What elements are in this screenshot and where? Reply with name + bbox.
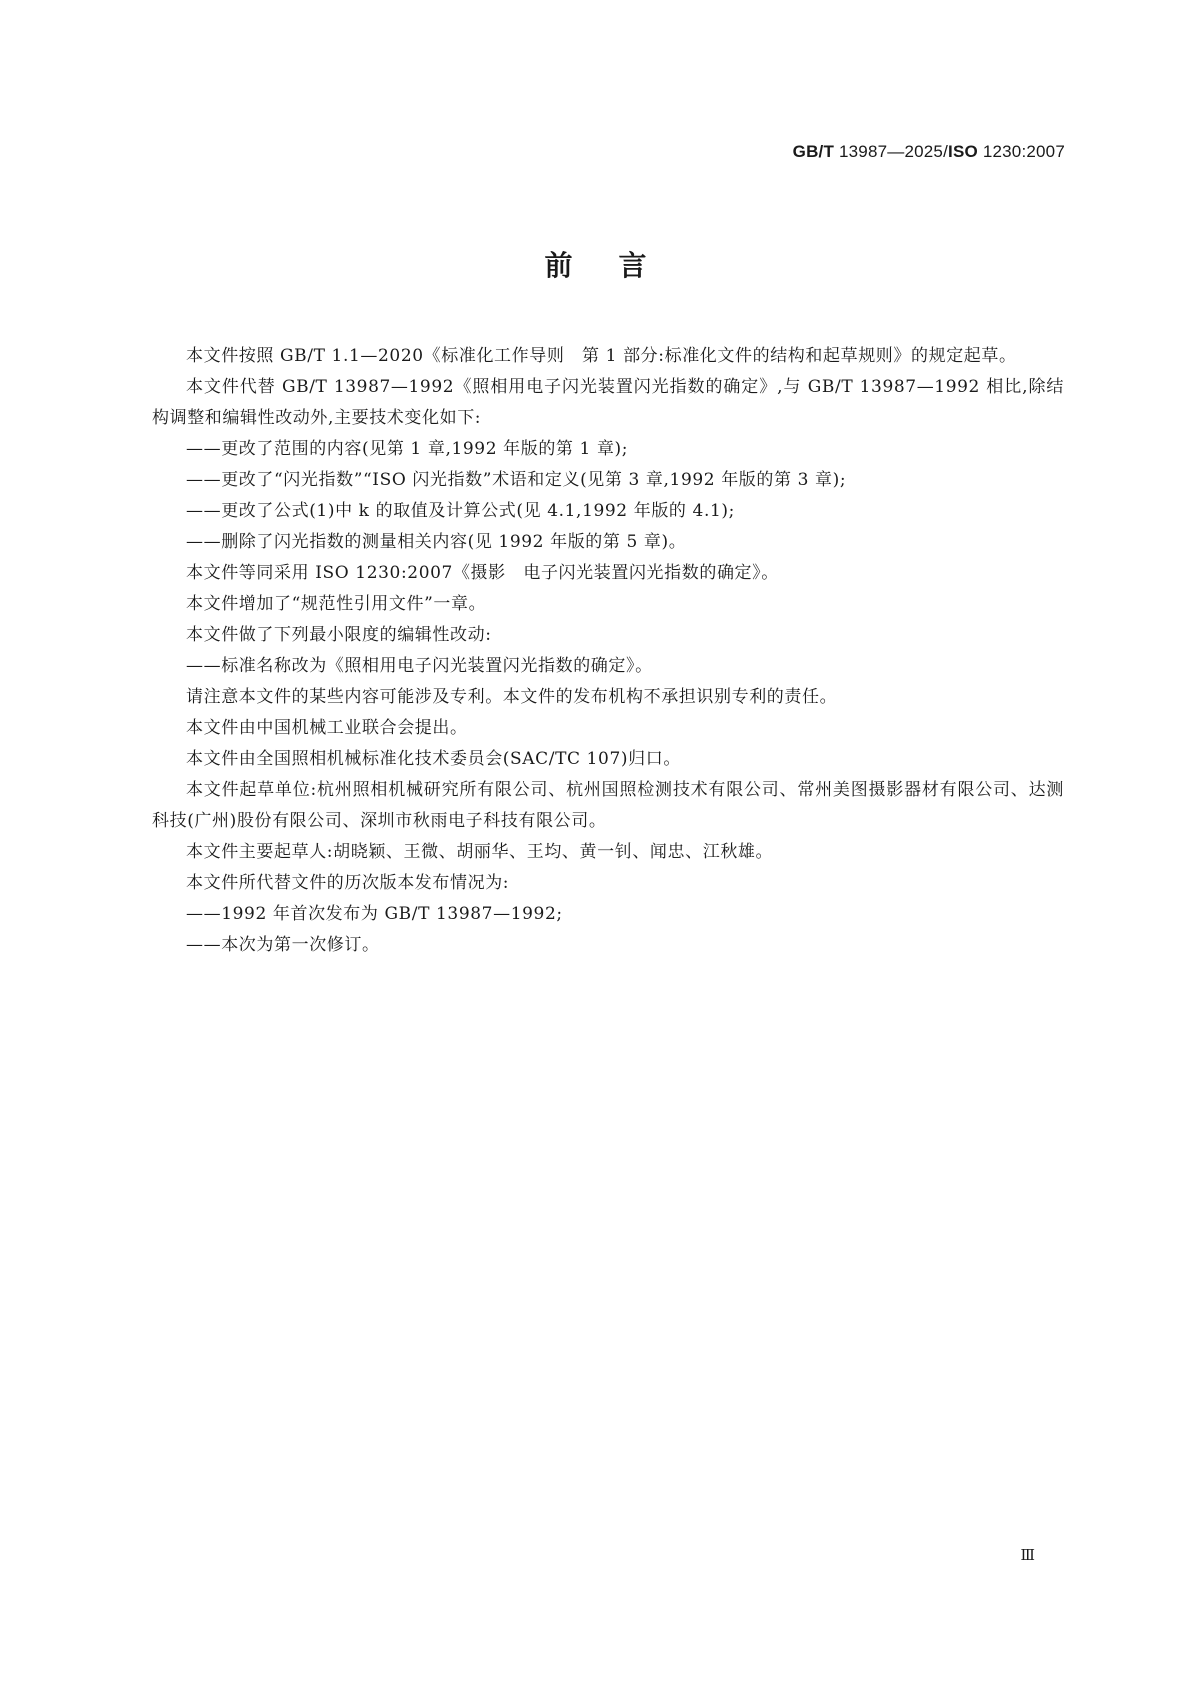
change-item-measurement: ——删除了闪光指数的测量相关内容(见 1992 年版的第 5 章)。 bbox=[186, 532, 687, 552]
paragraph-added-chapter: 本文件增加了“规范性引用文件”一章。 bbox=[186, 594, 487, 614]
page-number: Ⅲ bbox=[1020, 1546, 1035, 1564]
page-title: 前言 bbox=[544, 249, 693, 282]
change-item-scope: ——更改了范围的内容(见第 1 章,1992 年版的第 1 章); bbox=[186, 439, 629, 459]
paragraph-drafting-units: 本文件起草单位:杭州照相机械研究所有限公司、杭州国照检测技术有限公司、常州美图摄影器材有限公司、达测科技(广州)股份有限公司、深圳市秋雨电子科技有限公司。 bbox=[152, 780, 1064, 831]
paragraph-version-history: 本文件所代替文件的历次版本发布情况为: bbox=[186, 873, 510, 893]
paragraph-patent-notice: 请注意本文件的某些内容可能涉及专利。本文件的发布机构不承担识别专利的责任。 bbox=[186, 687, 838, 707]
paragraph-proposer: 本文件由中国机械工业联合会提出。 bbox=[186, 718, 468, 738]
history-item-first-release: ——1992 年首次发布为 GB/T 13987—1992; bbox=[186, 904, 563, 924]
paragraph-editorial-changes: 本文件做了下列最小限度的编辑性改动: bbox=[186, 625, 492, 645]
document-code-header bbox=[793, 142, 1065, 162]
header-code-gbt: GB/T bbox=[792, 142, 835, 161]
paragraph-drafters: 本文件主要起草人:胡晓颖、王微、胡丽华、王均、黄一钊、闻忠、江秋雄。 bbox=[186, 842, 774, 862]
paragraph-adoption: 本文件等同采用 ISO 1230:2007《摄影 电子闪光装置闪光指数的确定》。 bbox=[186, 563, 779, 583]
header-code-number: 13987—2025/ bbox=[834, 142, 949, 161]
paragraph-replacement: 本文件代替 GB/T 13987—1992《照相用电子闪光装置闪光指数的确定》,与 GB/T 13987—1992 相比,除结构调整和编辑性改动外,主要技术变化如下: bbox=[152, 377, 1064, 428]
header-code-iso-number: 1230:2007 bbox=[977, 142, 1065, 161]
paragraph-drafting-rules: 本文件按照 GB/T 1.1—2020《标准化工作导则 第 1 部分:标准化文件的结构和起草规则》的规定起草。 bbox=[186, 346, 1017, 366]
editorial-item-title: ——标准名称改为《照相用电子闪光装置闪光指数的确定》。 bbox=[186, 656, 653, 676]
change-item-formula: ——更改了公式(1)中 k 的取值及计算公式(见 4.1,1992 年版的 4.1); bbox=[186, 501, 735, 521]
change-item-terms: ——更改了“闪光指数”“ISO 闪光指数”术语和定义(见第 3 章,1992 年版的第 3 章); bbox=[186, 470, 847, 490]
foreword-body bbox=[152, 341, 1064, 961]
history-item-first-revision: ——本次为第一次修订。 bbox=[186, 935, 380, 955]
paragraph-committee: 本文件由全国照相机械标准化技术委员会(SAC/TC 107)归口。 bbox=[186, 749, 681, 769]
header-code-iso: ISO bbox=[948, 142, 978, 161]
